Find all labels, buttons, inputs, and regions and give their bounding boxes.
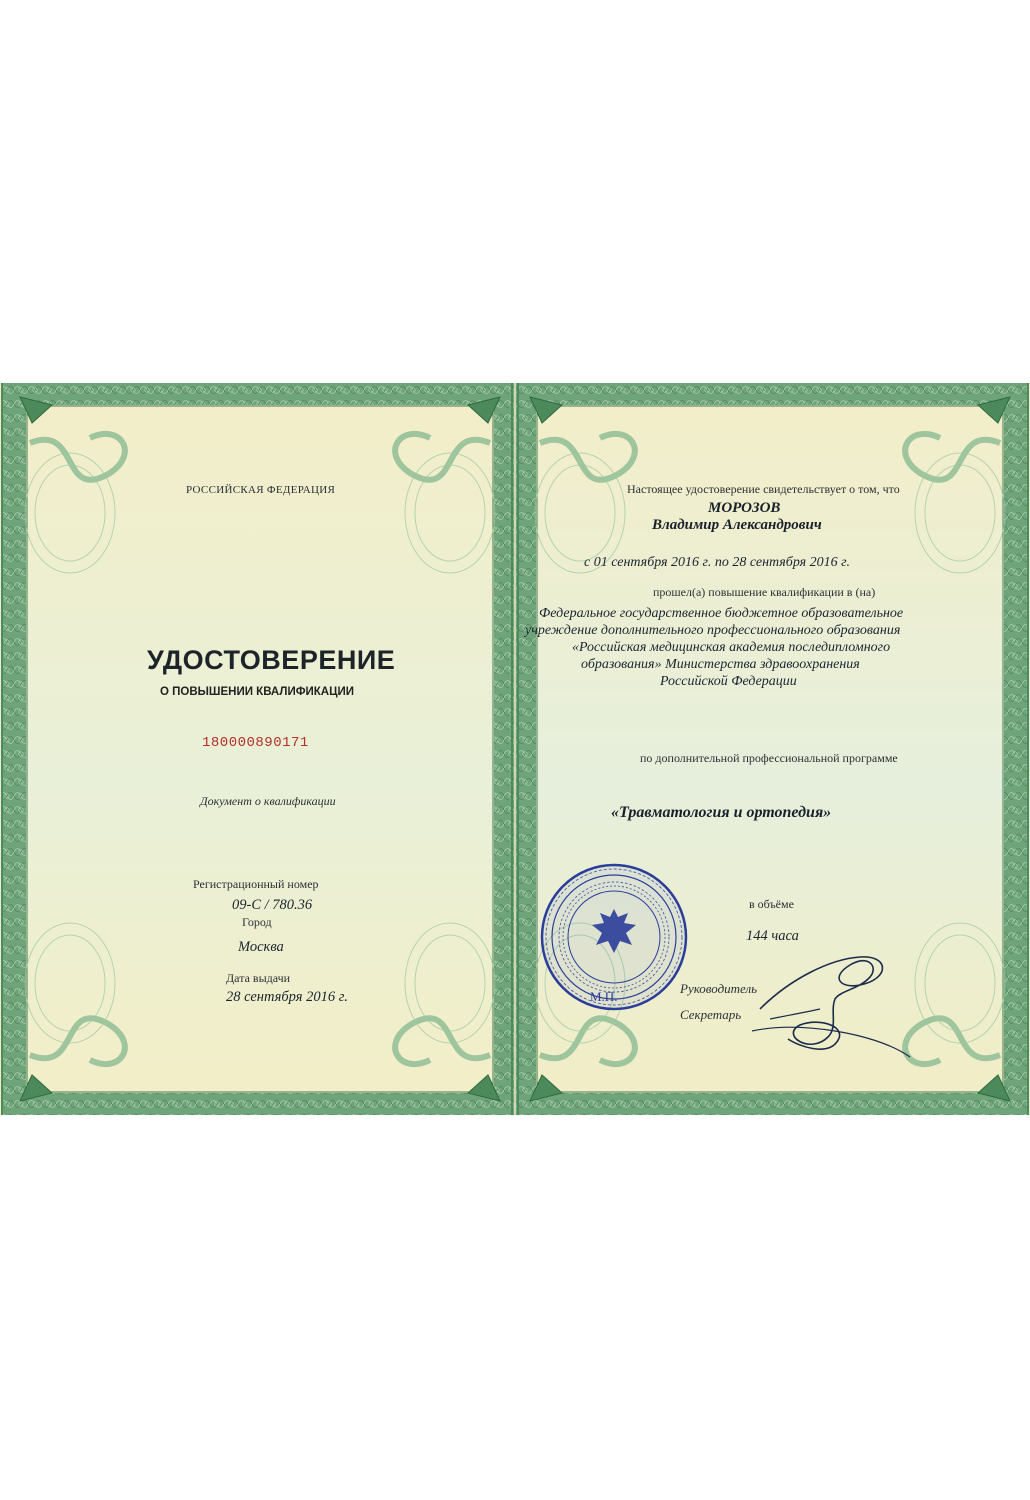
volume-value: 144 часа	[746, 928, 799, 944]
document-title: УДОСТОВЕРЕНИЕ	[147, 645, 396, 675]
institution-line: Федеральное государственное бюджетное образовательное	[539, 606, 904, 621]
institution-line: учреждение дополнительного профессионального образования	[525, 623, 901, 638]
program-name: «Травматология и ортопедия»	[611, 804, 832, 821]
head-label: Руководитель	[680, 981, 758, 996]
given-names: Владимир Александрович	[652, 517, 822, 533]
issue-date-value: 28 сентября 2016 г.	[226, 989, 348, 1005]
reg-number-label: Регистрационный номер	[193, 877, 319, 891]
institution-line: «Российская медицинская академия последипломного	[572, 640, 891, 655]
program-label: по дополнительной профессиональной программе	[640, 751, 898, 765]
intro-text: Настоящее удостоверение свидетельствует о том, что	[627, 482, 900, 496]
institution-line: образования» Министерства здравоохранения	[581, 657, 860, 672]
issue-date-label: Дата выдачи	[226, 971, 291, 985]
institution-line: Российской Федерации	[660, 674, 797, 689]
city-value: Москва	[238, 939, 284, 955]
passed-text: прошел(а) повышение квалификации в (на)	[653, 585, 876, 599]
study-period: с 01 сентября 2016 г. по 28 сентября 2016 г.	[584, 555, 850, 570]
document-subtitle: О ПОВЫШЕНИИ КВАЛИФИКАЦИИ	[160, 686, 355, 698]
surname: МОРОЗОВ	[708, 500, 781, 516]
country-label: РОССИЙСКАЯ ФЕДЕРАЦИЯ	[186, 484, 336, 496]
stamp-mp: М.П.	[590, 989, 618, 1004]
document-type: Документ о квалификации	[200, 794, 336, 808]
serial-number: 180000890171	[202, 735, 309, 751]
city-label: Город	[242, 915, 272, 929]
reg-number-value: 09-С / 780.36	[232, 897, 313, 913]
signature-graphic	[740, 939, 920, 1069]
volume-label: в объёме	[749, 897, 794, 911]
secretary-label: Секретарь	[680, 1007, 742, 1022]
certificate-spread	[0, 383, 1030, 1115]
